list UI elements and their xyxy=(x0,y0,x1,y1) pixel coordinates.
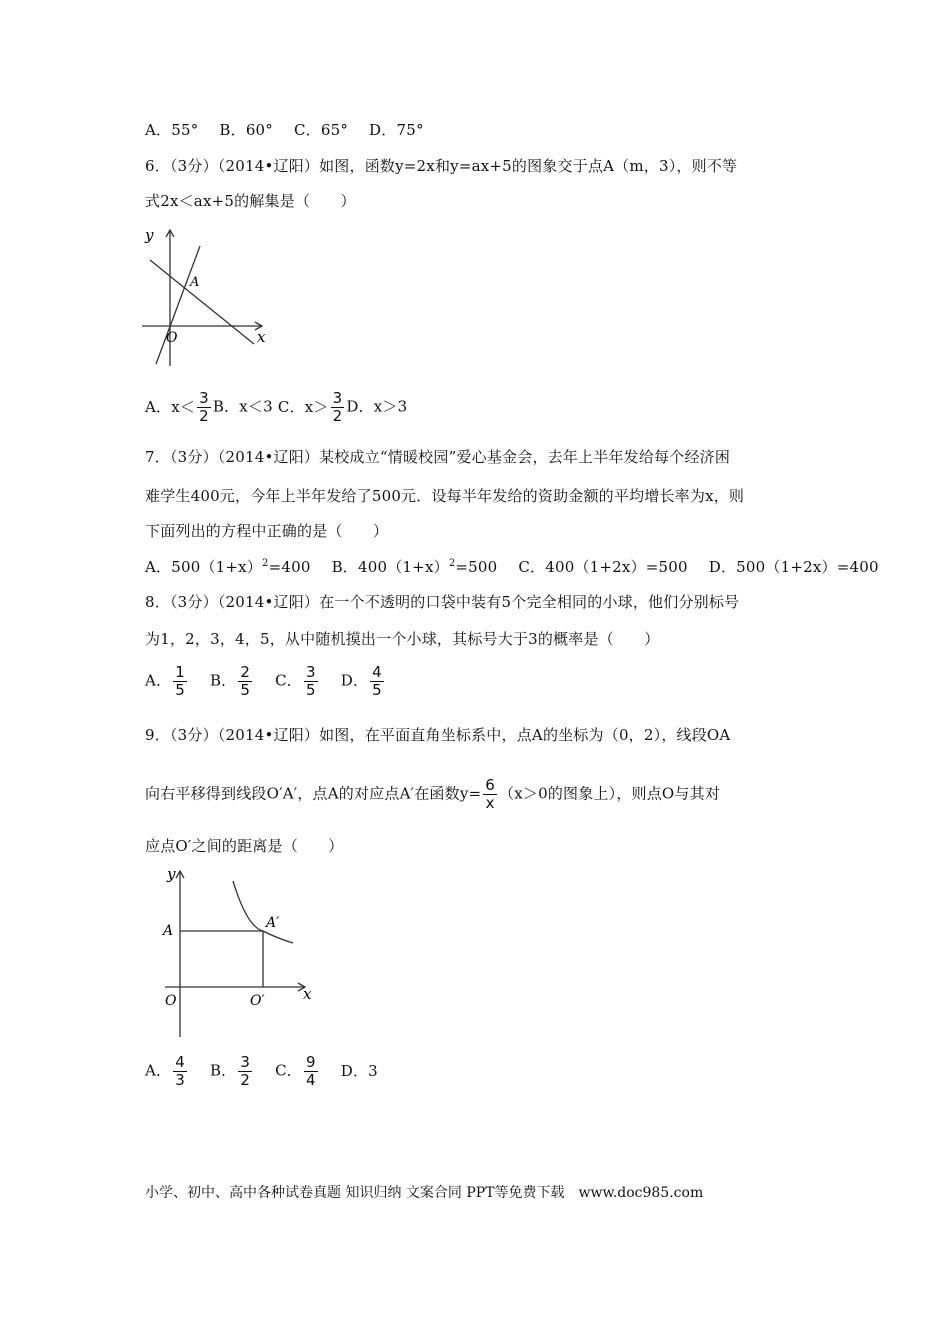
q7-options xyxy=(145,556,879,577)
q5-option-d: D．75° xyxy=(369,121,424,139)
q9-stem-line2: 向右平移得到线段O′A′，点A的对应点A′在函数y= $\frac{6}{x}$ （x＞0的图象上），则点O与其对 xyxy=(145,776,721,812)
q9-a-label: A xyxy=(163,923,174,939)
q7-stem-line1: 7．（3分）（2014•辽阳）某校成立“情暖校园”爱心基金会，去年上半年发给每个经济困 xyxy=(145,448,731,466)
q5-options xyxy=(145,119,440,140)
q8-option-b: B． $\frac{2}{5}$ xyxy=(209,663,251,699)
q6-option-c-fraction: $\frac{3}{2}$ xyxy=(332,389,343,425)
q6-stem-line1: 6．（3分）（2014•辽阳）如图，函数y=2x和y=ax+5的图象交于点A（m，3），则不等 xyxy=(145,157,738,175)
q7-option-c: C．400（1+2x）=500 xyxy=(518,558,688,576)
q9-y-label: y xyxy=(167,865,176,883)
q6-option-a-fraction: $\frac{3}{2}$ xyxy=(199,389,209,425)
q9-o-prime-label: O′ xyxy=(250,993,265,1009)
q6-option-c: C．x＞ $\frac{3}{2}$ xyxy=(277,389,343,425)
q8-option-c: C． $\frac{3}{5}$ xyxy=(275,663,316,699)
q6-option-d: D．x＞3 xyxy=(346,397,408,416)
q6-options xyxy=(145,390,407,425)
q7-stem-line3: 下面列出的方程中正确的是（ ） xyxy=(145,522,389,540)
q9-a-prime-label: A′ xyxy=(266,915,280,931)
page-footer: 小学、初中、高中各种试卷真题 知识归纳 文案合同 PPT等免费下载 www.doc985.com xyxy=(145,1185,704,1201)
q6-figure xyxy=(140,224,275,369)
q9-option-b: B． $\frac{3}{2}$ xyxy=(209,1053,251,1089)
q9-stem-line3: 应点O′之间的距离是（ ） xyxy=(145,837,344,855)
q5-option-c: C．65° xyxy=(293,121,349,139)
q6-stem-line2: 式2x＜ax+5的解集是（ ） xyxy=(145,192,356,210)
q8-options xyxy=(145,664,402,699)
q7-stem-line2: 难学生400元，今年上半年发给了500元．设每半年发给的资助金额的平均增长率为x，则 xyxy=(145,487,745,505)
q6-x-label: x xyxy=(257,328,266,346)
q8-stem-line2: 为1，2，3，4，5，从中随机摸出一个小球，其标号大于3的概率是（ ） xyxy=(145,630,660,648)
q9-option-d: D．3 xyxy=(340,1061,378,1080)
q9-function-fraction: $\frac{6}{x}$ xyxy=(485,776,496,812)
q9-option-a: A． $\frac{4}{3}$ xyxy=(145,1053,185,1089)
q9-origin-label: O xyxy=(165,993,177,1009)
q7-option-a: A．$500(1+x)^2=400$ xyxy=(145,558,311,576)
q6-origin-label: O xyxy=(166,330,178,346)
q9-stem-line1: 9．（3分）（2014•辽阳）如图，在平面直角坐标系中，点A的坐标为（0，2），线段OA xyxy=(145,726,731,744)
q8-option-a: A． $\frac{1}{5}$ xyxy=(145,663,185,699)
q9-options xyxy=(145,1054,394,1089)
q6-y-label: y xyxy=(145,226,154,244)
q6-point-a-label: A xyxy=(190,275,200,290)
q9-figure xyxy=(155,865,320,1040)
q6-option-b: B．x＜3 xyxy=(212,397,273,416)
q7-option-d: D．500（1+2x）=400 xyxy=(708,558,879,576)
q5-option-b: B．60° xyxy=(219,121,274,139)
q8-stem-line1: 8．（3分）（2014•辽阳）在一个不透明的口袋中装有5个完全相同的小球，他们分别标号 xyxy=(145,593,740,611)
q5-option-a: A．55° xyxy=(145,121,199,139)
q9-option-c: C． $\frac{9}{4}$ xyxy=(275,1053,316,1089)
q6-option-a: A．x＜ $\frac{3}{2}$ xyxy=(145,389,209,425)
q8-option-d: D． $\frac{4}{5}$ xyxy=(340,663,382,699)
q7-option-b: B．$400(1+x)^2=500$ xyxy=(331,558,498,576)
q9-x-label: x xyxy=(303,985,312,1003)
